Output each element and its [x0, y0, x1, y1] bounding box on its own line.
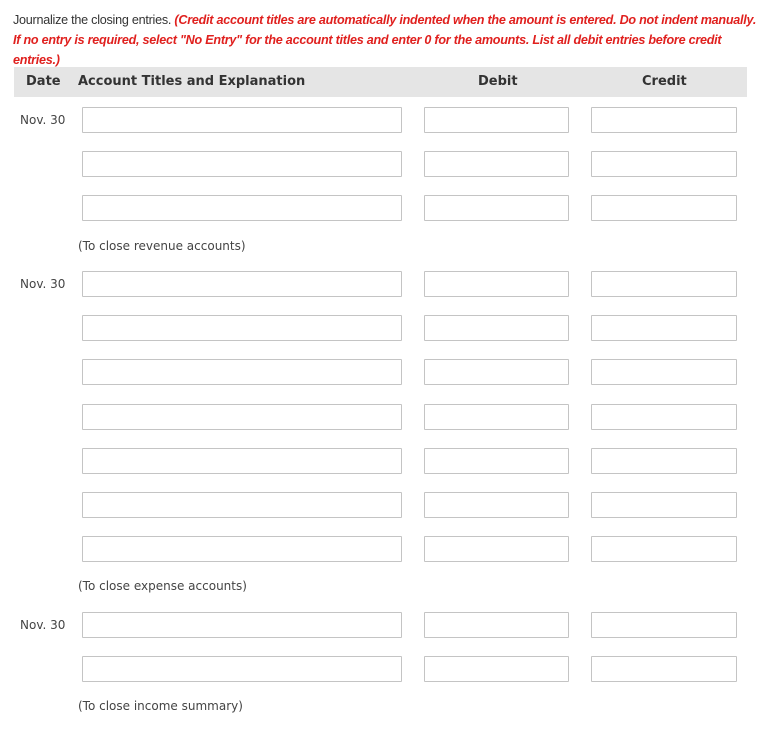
debit-amount-input[interactable] [424, 359, 569, 385]
account-title-input[interactable] [82, 195, 402, 221]
credit-amount-input[interactable] [591, 492, 737, 518]
header-date: Date [26, 74, 61, 89]
debit-amount-input[interactable] [424, 612, 569, 638]
entry-date: Nov. 30 [20, 277, 66, 291]
debit-amount-input[interactable] [424, 404, 569, 430]
debit-amount-input[interactable] [424, 315, 569, 341]
entry-date: Nov. 30 [20, 618, 66, 632]
credit-amount-input[interactable] [591, 536, 737, 562]
instructions-emphasis: (Credit account titles are automatically indented when the amount is entered. Do not indent manually. If no entry is required, select "No Entry" for the account titles and enter 0 for the amounts. List all debit entries before credit entries.) [13, 13, 757, 67]
credit-amount-input[interactable] [591, 271, 737, 297]
credit-amount-input[interactable] [591, 359, 737, 385]
credit-amount-input[interactable] [591, 612, 737, 638]
account-title-input[interactable] [82, 359, 402, 385]
entry-date: Nov. 30 [20, 113, 66, 127]
debit-amount-input[interactable] [424, 492, 569, 518]
credit-amount-input[interactable] [591, 195, 737, 221]
account-title-input[interactable] [82, 612, 402, 638]
credit-amount-input[interactable] [591, 151, 737, 177]
debit-amount-input[interactable] [424, 656, 569, 682]
account-title-input[interactable] [82, 404, 402, 430]
credit-amount-input[interactable] [591, 656, 737, 682]
table-header [14, 67, 747, 97]
debit-amount-input[interactable] [424, 448, 569, 474]
credit-amount-input[interactable] [591, 448, 737, 474]
account-title-input[interactable] [82, 656, 402, 682]
debit-amount-input[interactable] [424, 107, 569, 133]
debit-amount-input[interactable] [424, 271, 569, 297]
debit-amount-input[interactable] [424, 536, 569, 562]
account-title-input[interactable] [82, 151, 402, 177]
account-title-input[interactable] [82, 315, 402, 341]
instructions-text: Journalize the closing entries. [13, 13, 175, 27]
entry-explanation: (To close revenue accounts) [78, 239, 246, 253]
account-title-input[interactable] [82, 271, 402, 297]
credit-amount-input[interactable] [591, 404, 737, 430]
debit-amount-input[interactable] [424, 151, 569, 177]
entry-explanation: (To close income summary) [78, 699, 243, 713]
instructions [13, 10, 758, 70]
credit-amount-input[interactable] [591, 315, 737, 341]
entry-explanation: (To close expense accounts) [78, 579, 247, 593]
credit-amount-input[interactable] [591, 107, 737, 133]
account-title-input[interactable] [82, 107, 402, 133]
account-title-input[interactable] [82, 448, 402, 474]
account-title-input[interactable] [82, 492, 402, 518]
header-debit: Debit [478, 74, 518, 89]
account-title-input[interactable] [82, 536, 402, 562]
header-credit: Credit [642, 74, 687, 89]
header-account-titles: Account Titles and Explanation [78, 74, 306, 89]
debit-amount-input[interactable] [424, 195, 569, 221]
